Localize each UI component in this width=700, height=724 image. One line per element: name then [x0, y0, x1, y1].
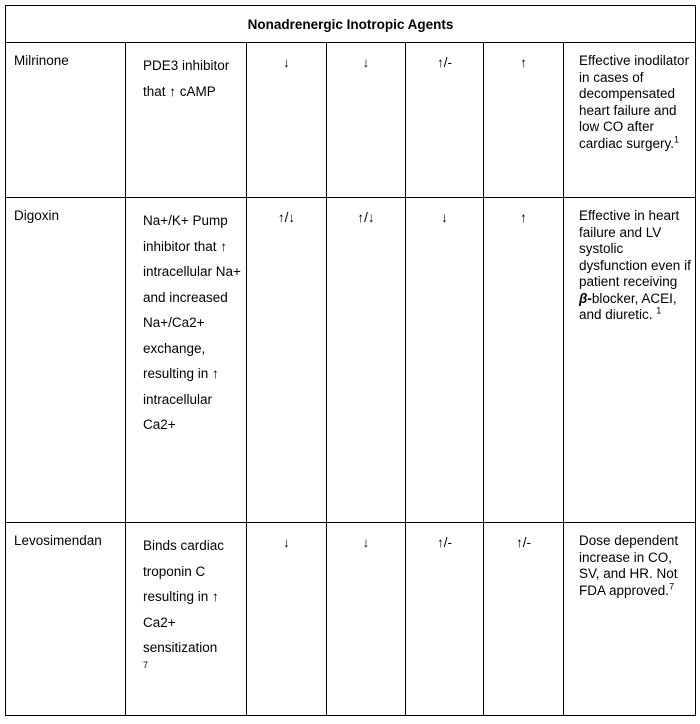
effect-cell: ↓	[247, 523, 327, 716]
effect-cell: ↓	[406, 198, 484, 523]
comment-text: Dose dependent increase in CO, SV, and HR. Not FDA approved.	[579, 533, 679, 598]
comment-cell	[564, 523, 696, 716]
effect-cell: ↑/↓	[247, 198, 327, 523]
table-title: Nonadrenergic Inotropic Agents	[6, 6, 696, 43]
beta-symbol: β-	[579, 290, 592, 306]
drug-name: Digoxin	[6, 198, 126, 523]
mechanism-cell: PDE3 inhibitor that ↑ cAMP	[126, 43, 247, 198]
comment-text: blocker, ACEI, and diuretic.	[579, 290, 677, 322]
effect-cell: ↑	[484, 43, 564, 198]
comment-text: Effective in heart failure and LV systolic dysfunction even if patient receiving	[579, 208, 691, 289]
comment-text: Effective inodilator in cases of decompensated heart failure and low CO after cardiac surgery.	[579, 53, 690, 151]
table-row	[6, 43, 696, 198]
mechanism-cell	[126, 523, 247, 716]
mechanism-text: Binds cardiac troponin C resulting in ↑ Ca2+ sensitization	[143, 538, 225, 655]
table-row	[6, 198, 696, 523]
reference-marker: 1	[674, 134, 680, 144]
effect-cell: ↓	[327, 43, 406, 198]
comment-cell	[564, 43, 696, 198]
reference-marker: 1	[656, 305, 662, 316]
mechanism-cell: Na+/K+ Pump inhibitor that ↑ intracellular Na+ and increased Na+/Ca2+ exchange, resulting in ↑ intracellular Ca2+	[126, 198, 247, 523]
comment-cell	[564, 198, 696, 523]
effect-cell: ↑/↓	[327, 198, 406, 523]
drug-name: Milrinone	[6, 43, 126, 198]
effect-cell: ↑/-	[484, 523, 564, 716]
table-row	[6, 523, 696, 716]
reference-marker: 7	[143, 659, 149, 670]
effect-cell: ↓	[247, 43, 327, 198]
reference-marker: 7	[669, 581, 675, 591]
inotropic-agents-table	[5, 5, 696, 716]
effect-cell: ↑/-	[406, 523, 484, 716]
drug-name: Levosimendan	[6, 523, 126, 716]
effect-cell: ↑/-	[406, 43, 484, 198]
effect-cell: ↑	[484, 198, 564, 523]
effect-cell: ↓	[327, 523, 406, 716]
